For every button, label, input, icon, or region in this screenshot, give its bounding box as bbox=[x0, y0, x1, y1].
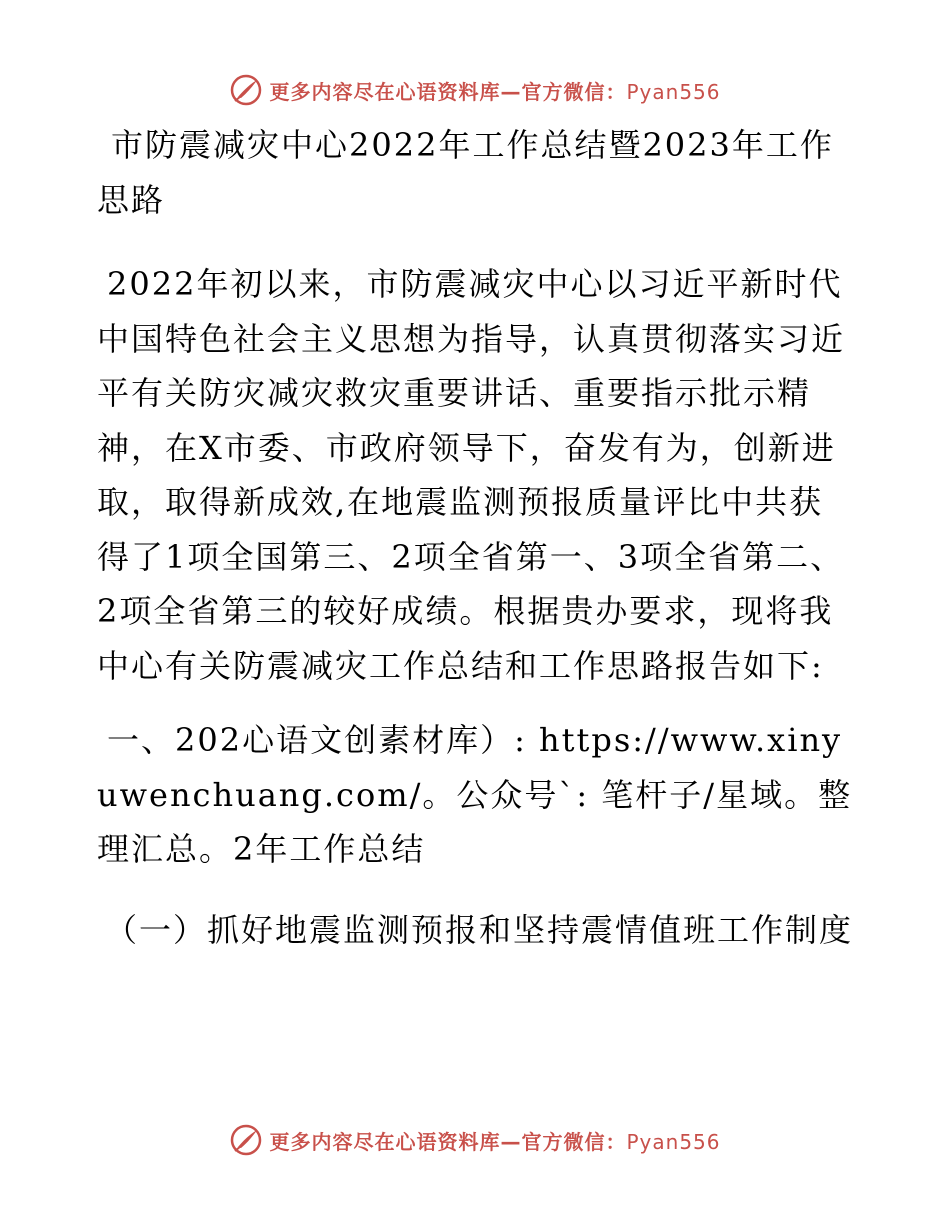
quill-circle-logo-icon bbox=[229, 73, 263, 107]
section-heading: 一、202心语文创素材库）: https://www.xinyuwenchuang.com/。公众号`: 笔杆子/星域。整理汇总。2年工作总结 bbox=[97, 721, 853, 868]
subsection-heading: （一）抓好地震监测预报和坚持震情值班工作制度 bbox=[105, 910, 854, 949]
document-title: 市防震减灾中心2022年工作总结暨2023年工作思路 bbox=[97, 126, 834, 219]
quill-circle-logo-icon bbox=[229, 1123, 263, 1157]
watermark-text: 更多内容尽在心语资料库—官方微信：Pyan556 bbox=[269, 1129, 721, 1154]
document-body bbox=[97, 118, 857, 957]
watermark-text: 更多内容尽在心语资料库—官方微信：Pyan556 bbox=[269, 79, 721, 104]
intro-paragraph: 2022年初以来，市防震减灾中心以习近平新时代中国特色社会主义思想为指导，认真贯彻落实习近平有关防灾减灾救灾重要讲话、重要指示批示精神，在X市委、市政府领导下，奋发有为，创新进取，取得新成效,在地震监测预报质量评比中共获得了1项全国第三、2项全省第一、3项全省第二、2项全省第三的较好成绩。根据贵办要求，现将我中心有关防震减灾工作总结和工作思路报告如下: bbox=[97, 265, 846, 685]
watermark-footer bbox=[0, 1120, 950, 1160]
watermark-header bbox=[0, 70, 950, 110]
